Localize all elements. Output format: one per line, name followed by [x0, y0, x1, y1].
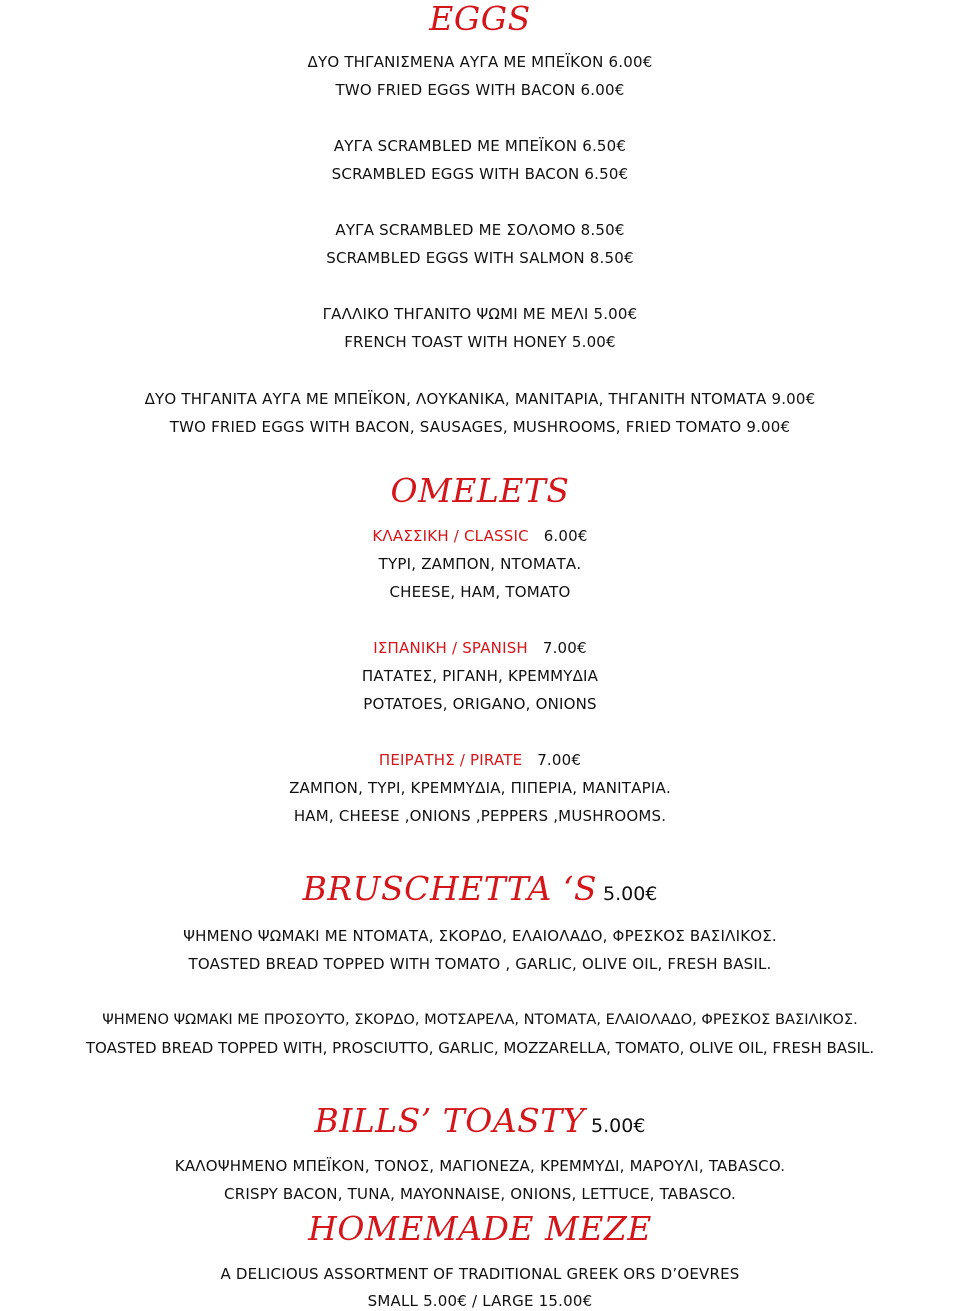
- omelet-classic-name: ΚΛΑΣΣΙΚΗ / CLASSIC: [372, 527, 529, 545]
- omelet-spanish-english: POTATOES, ORIGANO, ONIONS: [363, 695, 597, 713]
- meze-prices: SMALL 5.00€ / LARGE 15.00€: [367, 1292, 593, 1310]
- eggs-item-5-english: TWO FRIED EGGS WITH BACON, SAUSAGES, MUSHROOMS, FRIED TOMATO 9.00€: [169, 418, 791, 436]
- meze-description: A DELICIOUS ASSORTMENT OF TRADITIONAL GREEK ORS D’OEVRES: [220, 1265, 740, 1283]
- omelet-pirate-english: HAM, CHEESE ,ONIONS ,PEPPERS ,MUSHROOMS.: [293, 807, 667, 825]
- omelet-pirate-title: [0, 750, 960, 770]
- bruschetta-item-1-english: TOASTED BREAD TOPPED WITH TOMATO , GARLIC, OLIVE OIL, FRESH BASIL.: [188, 955, 772, 973]
- bruschetta-heading-row: [0, 870, 960, 913]
- bruschetta-item-1-greek: ΨΗΜΕΝΟ ΨΩΜΑΚΙ ΜΕ ΝΤΟΜΑΤΑ, ΣΚΟΡΔΟ, ΕΛΑΙΟΛΑΔΟ, ΦΡΕΣΚΟΣ ΒΑΣΙΛΙΚΟΣ.: [183, 927, 777, 945]
- omelet-spanish-price: 7.00€: [542, 639, 587, 657]
- eggs-item-5-greek: ΔΥΟ ΤΗΓΑΝΙΤΑ ΑΥΓΑ ΜΕ ΜΠΕΪΚΟΝ, ΛΟΥΚΑΝΙΚΑ, ΜΑΝΙΤΑΡΙΑ, ΤΗΓΑΝΙΤΗ ΝΤΟΜΑΤΑ 9.00€: [144, 390, 816, 408]
- bruschetta-heading: BRUSCHETTA ‘S: [302, 869, 597, 908]
- omelet-pirate-greek: ΖΑΜΠΟΝ, ΤΥΡΙ, ΚΡΕΜΜΥΔΙΑ, ΠΙΠΕΡΙΑ, ΜΑΝΙΤΑΡΙΑ.: [289, 779, 671, 797]
- omelet-spanish-title: [0, 638, 960, 658]
- omelet-classic-english: CHEESE, HAM, TOMATO: [389, 583, 571, 601]
- bruschetta-price: 5.00€: [602, 883, 658, 905]
- bills-toasty-heading: BILLS’ TOASTY: [314, 1101, 586, 1140]
- eggs-item-4-english: FRENCH TOAST WITH HONEY 5.00€: [344, 333, 616, 351]
- omelet-spanish-greek: ΠΑΤΑΤΕΣ, ΡΙΓΑΝΗ, ΚΡΕΜΜΥΔΙΑ: [361, 667, 599, 685]
- omelet-classic-price: 6.00€: [543, 527, 588, 545]
- eggs-item-3-greek: ΑΥΓΑ SCRAMBLED ΜΕ ΣΟΛΟΜΟ 8.50€: [335, 221, 625, 239]
- omelet-pirate-name: ΠΕΙΡΑΤΗΣ / PIRATE: [378, 751, 523, 769]
- bruschetta-item-2-english: TOASTED BREAD TOPPED WITH, PROSCIUTTO, GARLIC, MOZZARELLA, TOMATO, OLIVE OIL, FRESH BASIL.: [85, 1039, 875, 1057]
- meze-heading: HOMEMADE MEZE: [308, 1209, 652, 1248]
- eggs-item-1-english: TWO FRIED EGGS WITH BACON 6.00€: [335, 81, 625, 99]
- bills-toasty-greek: ΚΑΛΟΨΗΜΕΝΟ ΜΠΕΪΚΟΝ, ΤΟΝΟΣ, ΜΑΓΙΟΝΕΖΑ, ΚΡΕΜΜΥΔΙ, ΜΑΡΟΥΛΙ, TABASCO.: [174, 1157, 786, 1175]
- omelet-classic-greek: ΤΥΡΙ, ΖΑΜΠΟΝ, ΝΤΟΜΑΤΑ.: [378, 555, 582, 573]
- eggs-item-1-greek: ΔΥΟ ΤΗΓΑΝΙΣΜΕΝΑ ΑΥΓΑ ΜΕ ΜΠΕΪΚΟΝ 6.00€: [307, 53, 653, 71]
- eggs-item-4-greek: ΓΑΛΛΙΚΟ ΤΗΓΑΝΙΤΟ ΨΩΜΙ ΜΕ ΜΕΛΙ 5.00€: [322, 305, 638, 323]
- omelet-classic-title: [0, 526, 960, 546]
- bills-toasty-heading-row: [0, 1102, 960, 1145]
- eggs-item-2-english: SCRAMBLED EGGS WITH BACON 6.50€: [331, 165, 629, 183]
- omelet-pirate-price: 7.00€: [537, 751, 582, 769]
- bills-toasty-price: 5.00€: [591, 1115, 646, 1137]
- eggs-item-2-greek: ΑΥΓΑ SCRAMBLED ΜΕ ΜΠΕΪΚΟΝ 6.50€: [333, 137, 627, 155]
- eggs-item-3-english: SCRAMBLED EGGS WITH SALMON 8.50€: [326, 249, 634, 267]
- omelet-spanish-name: ΙΣΠΑΝΙΚΗ / SPANISH: [373, 639, 528, 657]
- bruschetta-item-2-greek: ΨΗΜΕΝΟ ΨΩΜΑΚΙ ΜΕ ΠΡΟΣΟΥΤΟ, ΣΚΟΡΔΟ, ΜΟΤΣΑΡΕΛΑ, ΝΤΟΜΑΤΑ, ΕΛΑΙΟΛΑΔΟ, ΦΡΕΣΚΟΣ ΒΑΣΙΛΙΚΟΣ.: [102, 1011, 858, 1028]
- eggs-heading: EGGS: [429, 0, 531, 38]
- omelets-heading: OMELETS: [390, 471, 570, 510]
- bills-toasty-english: CRISPY BACON, TUNA, MAYONNAISE, ONIONS, LETTUCE, TABASCO.: [224, 1185, 736, 1203]
